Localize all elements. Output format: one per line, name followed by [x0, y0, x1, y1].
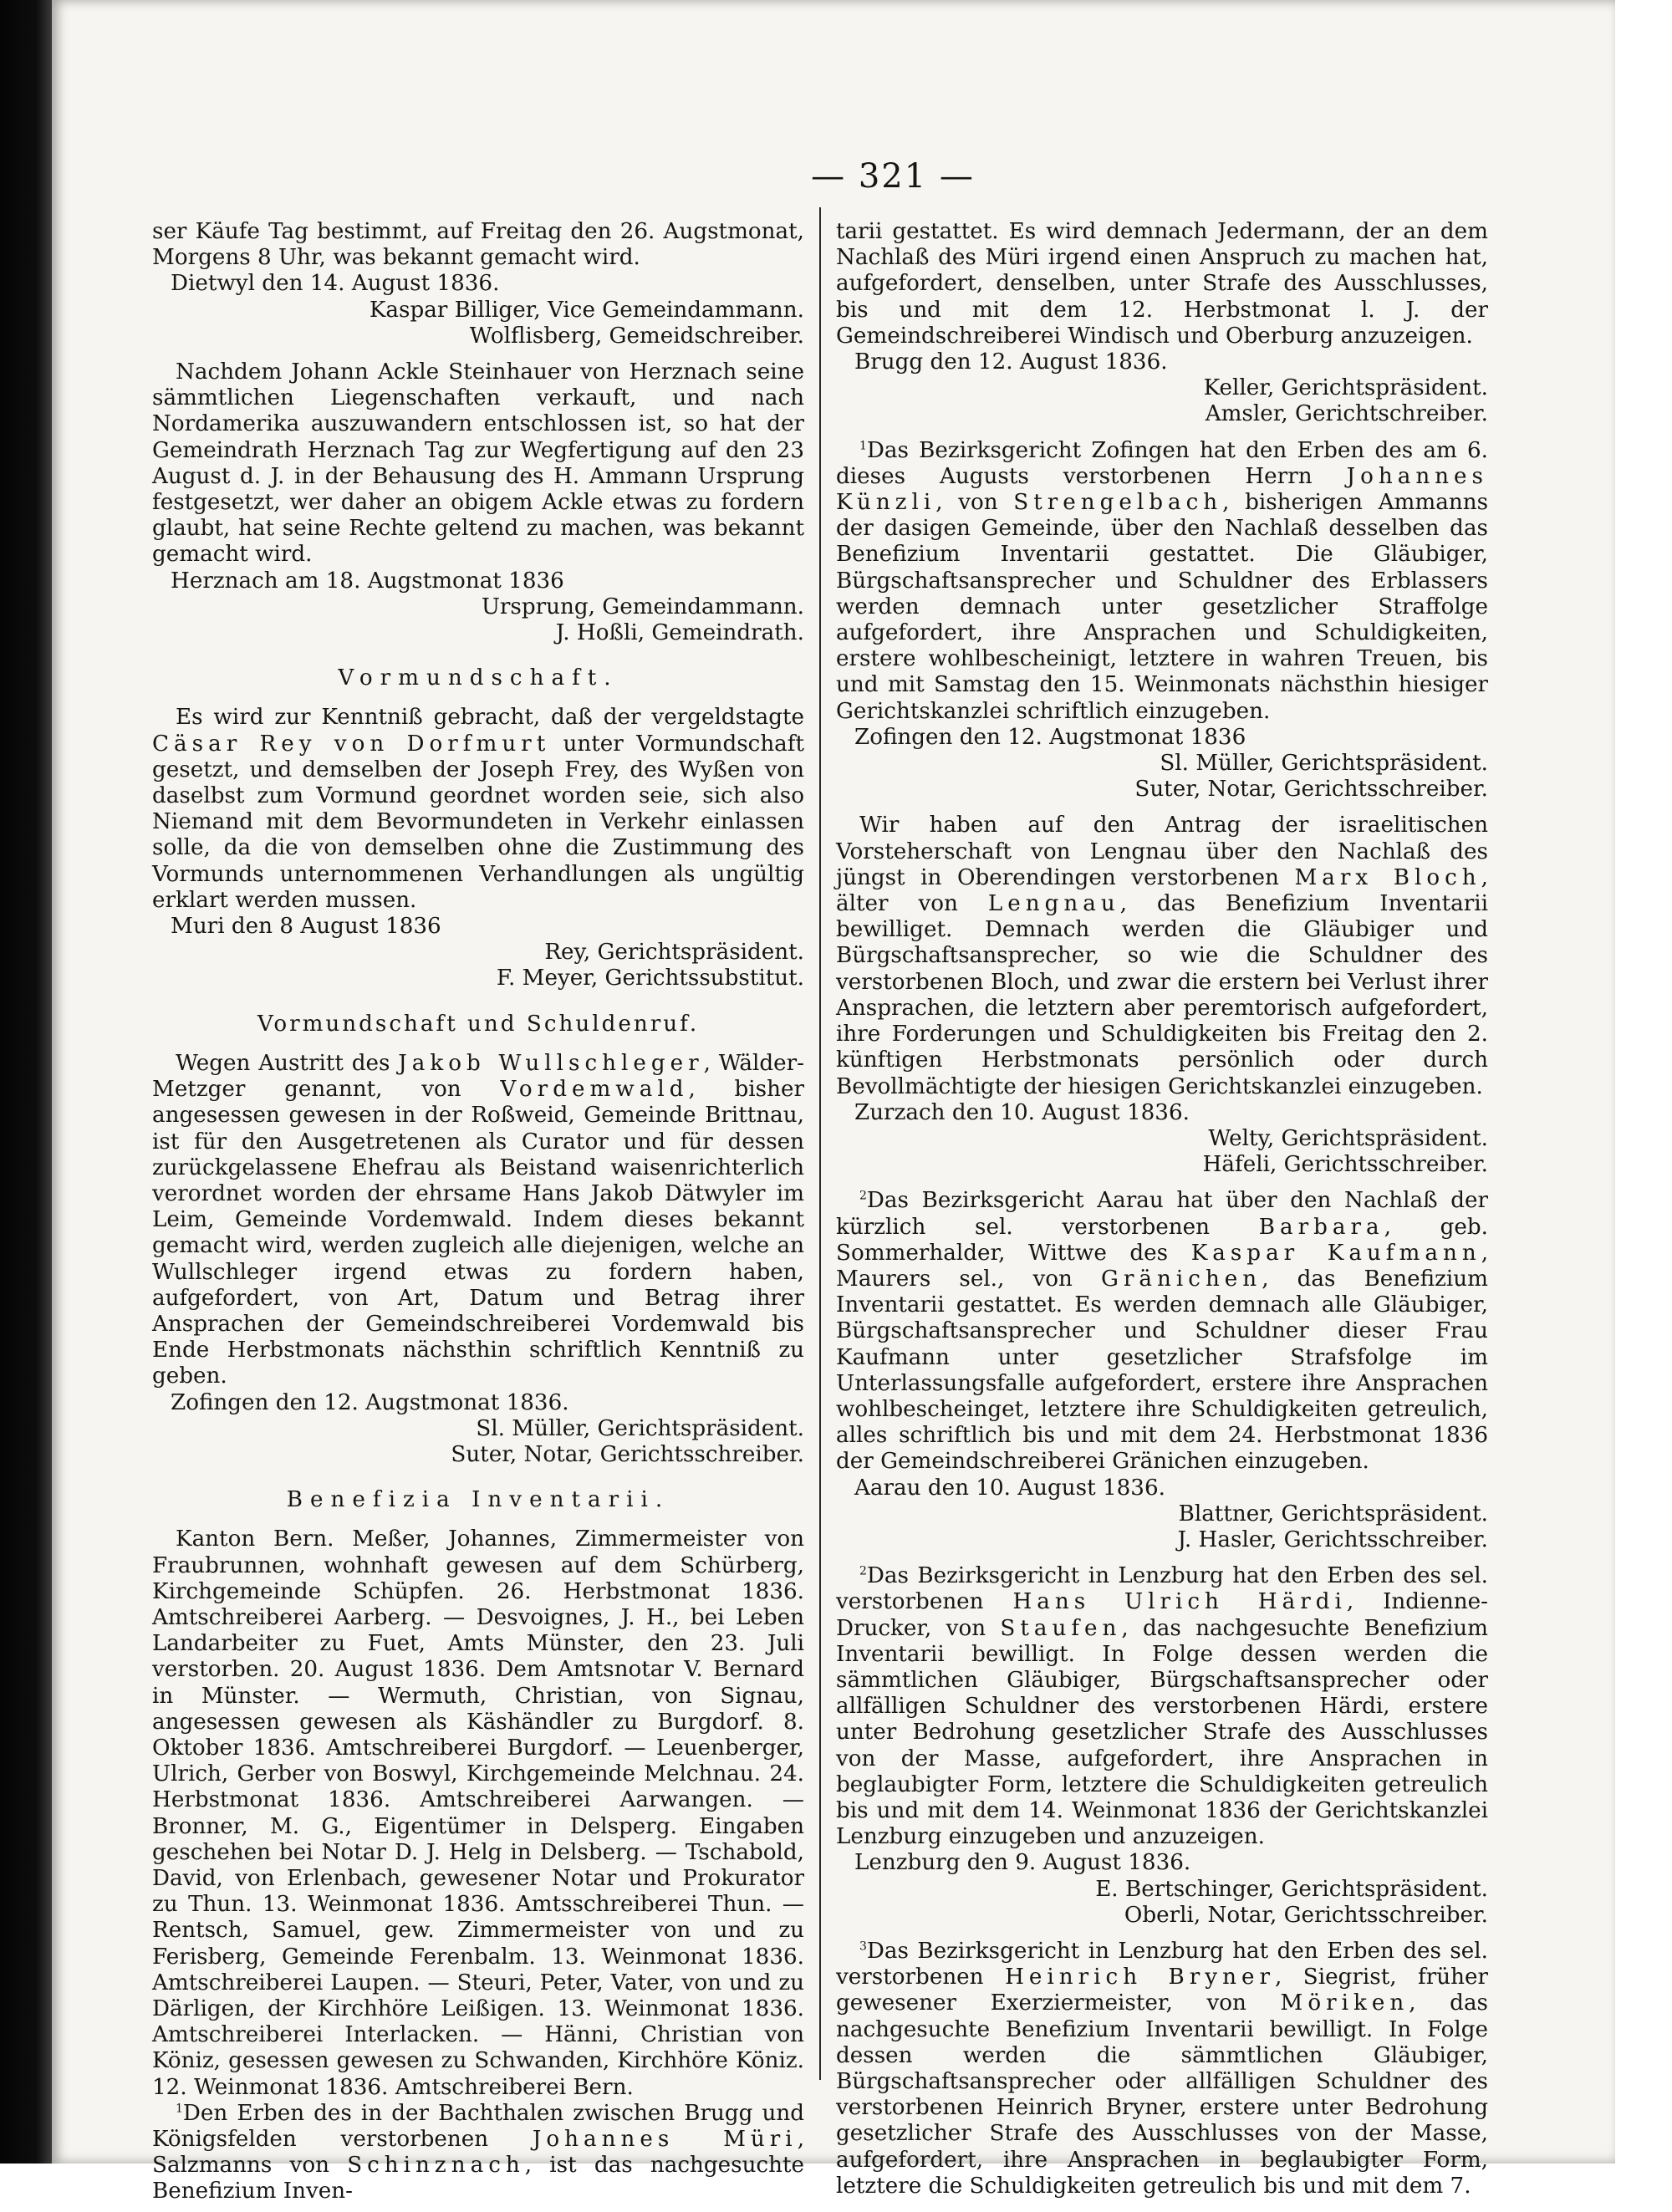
place-name: Vordemwald: [500, 1077, 689, 1103]
place-name: Schinznach: [347, 2153, 525, 2179]
notice-place-date: Zofingen den 12. Augstmonat 1836.: [171, 1389, 569, 1415]
person-name: Cäsar Rey von Dorfmurt: [152, 731, 551, 757]
person-name: Johannes Müri: [532, 2127, 798, 2153]
notice-herznach: [152, 359, 804, 646]
person-name: Barbara: [1258, 1214, 1384, 1240]
place-name: Gränichen: [1100, 1266, 1262, 1292]
person-name: Johannes Künzli: [836, 463, 1488, 516]
place-name: Strengelbach: [1013, 490, 1223, 516]
notice-lenzburg-bryner: [836, 1939, 1488, 2199]
person-name: Marx Bloch: [1294, 864, 1481, 890]
notice-place-date: Dietwyl den 14. August 1836.: [171, 271, 500, 297]
notice-signature: Ursprung, Gemeindammann.: [481, 594, 804, 619]
notice-signature: Amsler, Gerichtschreiber.: [1205, 401, 1488, 427]
notice-signature: J. Hasler, Gerichtsschreiber.: [1177, 1526, 1488, 1552]
notice-text: Kanton Bern. Meßer, Johannes, Zimmermeister von Fraubrunnen, wohnhaft gewesen auf dem Schürberg, Kirchgemeinde Schüpfen. 26. Herbstmonat 1836. Amtschreiberei Aarberg. — Desvoignes, J. H., bei Leben Landarbeiter zu Fuet, Amts Münster, den 23. Juli verstorben. 20. August 1836. Dem Amtsnotar V. Bernard in Münster. — Wermuth, Christian, von Signau, angesessen gewesen als Käshändler zu Burgdorf. 8. Oktober 1836. Amtschreiberei Burgdorf. — Leuenberger, Ulrich, Gerber von Boswyl, Kirchgemeinde Melchnau. 24. Herbstmonat 1836. Amtschreiberei Aarwangen. — Bronner, M. G., Eigentümer in Delsperg. Eingaben geschehen bei Notar D. J. Helg in Delsberg. — Tschabold, David, von Erlenbach, gewesener Notar und Prokurator zu Thun. 13. Weinmonat 1836. Amtsschreiberei Thun. — Rentsch, Samuel, gew. Zimmermeister von und zu Ferisberg, Gemeinde Ferenbalm. 13. Weinmonat 1836. Amtschreiberei Laupen. — Steuri, Peter, Vater, von und zu Därligen, der Kirchhöre Leißigen. 13. Weinmonat 1836. Amtschreiberei Interlacken. — Hänni, Christian von Köniz, gesessen gewesen zu Schwanden, Kirchhöre Köniz. 12. Weinmonat 1836. Amtschreiberei Bern.: [152, 1526, 804, 2100]
footnote-mark: 1: [859, 438, 867, 452]
notice-signature: J. Hoßli, Gemeindrath.: [555, 620, 804, 646]
left-column: [152, 219, 804, 2205]
notice-mueri: [152, 2101, 804, 2205]
notice-place-date: Lenzburg den 9. August 1836.: [854, 1850, 1191, 1876]
notice-text: $^1$Den Erben des in der Bachthalen zwischen Brugg und Königsfelden verstorbenen Johannes Müri, Salzmanns von Schinznach, ist das nachgesuchte Benefizium Inven-: [152, 2100, 805, 2204]
footnote-mark: 1: [176, 2102, 183, 2116]
notice-text: ser Käufe Tag bestimmt, auf Freitag den 26. Augstmonat, Morgens 8 Uhr, was bekannt gemacht wird.: [152, 219, 804, 271]
notice-signature: Sl. Müller, Gerichtspräsident.: [476, 1415, 804, 1441]
column-divider: [819, 207, 821, 2080]
notice-lenzburg-haerdi: [836, 1563, 1488, 1929]
footnote-mark: 2: [859, 1564, 867, 1578]
notice-signature: Welty, Gerichtspräsident.: [1208, 1125, 1488, 1151]
notice-zofingen-wullschleger: [152, 1051, 804, 1468]
notice-signature: Sl. Müller, Gerichtspräsident.: [1160, 751, 1488, 777]
notice-place-date: Brugg den 12. August 1836.: [854, 349, 1168, 375]
section-heading-vormundschaft: Vormundschaft.: [338, 665, 619, 691]
scan-binding-edge: [0, 0, 52, 2212]
footnote-mark: 2: [859, 1189, 867, 1203]
notice-dietwyl: [152, 219, 804, 349]
notice-text: Es wird zur Kenntniß gebracht, daß der vergeldstagte Cäsar Rey von Dorfmurt unter Vormundschaft gesetzt, und demselben der Joseph Frey, des Wyßen von daselbst zum Vormund geordnet worden seie, sich also Niemand mit dem Bevormundeten in Verkehr einlassen solle, da die von demselben ohne die Zustimmung des Vormunds unternommenen Verhandlungen als ungültig erklart werden mussen.: [152, 705, 805, 913]
notice-place-date: Muri den 8 August 1836: [171, 914, 441, 940]
notice-zurzach: [836, 813, 1488, 1178]
notice-muri: [152, 705, 804, 991]
notice-signature: Häfeli, Gerichtsschreiber.: [1202, 1152, 1488, 1178]
notice-signature: Oberli, Notar, Gerichtsschreiber.: [1124, 1902, 1488, 1928]
person-name: Kaspar Kaufmann: [1190, 1240, 1481, 1266]
notice-text: tarii gestattet. Es wird demnach Jedermann, der an dem Nachlaß des Müri irgend einen Anspruch zu machen hat, aufgefordert, denselben, unter Strafe des Ausschlusses, bis und mit dem 12. Herbstmonat l. J. der Gemeindschreiberei Windisch und Oberburg anzuzeigen.: [836, 219, 1488, 349]
notice-text: Wir haben auf den Antrag der israelitischen Vorsteherschaft von Lengnau über den Nachlaß des jüngst in Oberendingen verstorbenen Marx Bloch, älter von Lengnau, das Benefizium Inventarii bewilliget. Demnach werden die Gläubiger und Bürgschaftsansprecher, so wie die Schuldner des verstorbenen Bloch, und zwar die erstern bei Verlust ihrer Ansprachen, die letztern aber peremtorisch aufgefordert, ihre Forderungen und Schuldigkeiten bis Freitag den 2. künftigen Herbstmonats persönlich oder durch Bevollmächtigte der hiesigen Gerichtskanzlei einzugeben.: [836, 813, 1488, 1099]
notice-signature: Kaspar Billiger, Vice Gemeindammann.: [369, 297, 804, 323]
section-heading-schuldenruf: Vormundschaft und Schuldenruf.: [257, 1011, 700, 1037]
notice-kanton-bern: [152, 1526, 804, 2100]
notice-text: Wegen Austritt des Jakob Wullschleger, Wälder-Metzger genannt, von Vordemwald, bisher angesessen gewesen in der Roßweid, Gemeinde Brittnau, ist für den Ausgetretenen als Curator und für dessen zurückgelassene Ehefrau als Beistand waisenrichterlich verordnet worden der ehrsame Hans Jakob Dätwyler im Leim, Gemeinde Vordemwald. Indem dieses bekannt gemacht wird, werden zugleich alle diejenigen, welche an Wullschleger irgend etwas zu fordern haben, aufgefordert, von Art, Datum und Betrag ihrer Ansprachen der Gemeindschreiberei Vordemwald bis Ende Herbstmonats nächsthin schriftlich Kenntniß zu geben.: [152, 1050, 805, 1389]
place-name: Staufen: [1000, 1615, 1122, 1641]
notice-text: $^1$Das Bezirksgericht Zofingen hat den Erben des am 6. dieses Augusts verstorbenen Herrn Johannes Künzli, von Strengelbach, bisherigen Ammanns der dasigen Gemeinde, über den Nachlaß desselben das Benefizium Inventarii gestattet. Die Gläubiger, Bürgschaftsansprecher und Schuldner des Erblassers werden demnach unter gesetzlicher Straffolge aufgefordert, ihre Ansprachen und Schuldigkeiten, erstere wohlbescheinigt, letztere in wahren Treuen, bis und mit Samstag den 15. Weinmonats nächsthin hiesiger Gerichtskanzlei schriftlich einzugeben.: [836, 437, 1489, 724]
right-column: [836, 219, 1488, 2199]
notice-place-date: Zofingen den 12. Augstmonat 1836: [854, 724, 1246, 750]
notice-aarau: [836, 1188, 1488, 1553]
notice-brugg: [836, 219, 1488, 428]
notice-signature: Suter, Notar, Gerichtsschreiber.: [1134, 777, 1488, 803]
notice-place-date: Aarau den 10. August 1836.: [854, 1475, 1165, 1501]
notice-signature: E. Bertschinger, Gerichtspräsident.: [1095, 1876, 1488, 1902]
place-name: Möriken: [1280, 1990, 1409, 2016]
section-heading-benefizia: Benefizia Inventarii.: [286, 1487, 670, 1513]
notice-zofingen-kuenzli: [836, 438, 1488, 803]
notice-text: $^3$Das Bezirksgericht in Lenzburg hat den Erben des sel. verstorbenen Heinrich Bryner, Siegrist, früher gewesener Exerziermeister, von Möriken, das nachgesuchte Benefizium Inventarii bewilligt. In Folge dessen werden die sämmtlichen Gläubiger, Bürgschaftsansprecher oder allfälligen Schuldner des verstorbenen Heinrich Bryner, erstere unter Bedrohung gesetzlicher Strafe des Ausschlusses von der Masse, aufgefordert, ihre Ansprachen in beglaubigter Form, letztere die Schuldigkeiten getreulich bis und mit dem 7.: [836, 1939, 1489, 2199]
notice-place-date: Herznach am 18. Augstmonat 1836: [171, 568, 564, 594]
footnote-mark: 3: [859, 1939, 867, 1954]
person-name: Hans Ulrich Härdi: [1012, 1589, 1347, 1615]
notice-text: $^2$Das Bezirksgericht in Lenzburg hat den Erben des sel. verstorbenen Hans Ulrich Härdi, Indienne-Drucker, von Staufen, das nachgesuchte Benefizium Inventarii bewilligt. In Folge dessen werden die sämmtlichen Gläubiger, Bürgschaftsansprecher oder allfälligen Schuldner des verstorbenen Härdi, erstere unter Bedrohung gesetzlicher Strafe des Ausschlusses von der Masse, aufgefordert, ihre Ansprachen in beglaubigter Form, letztere die Schuldigkeiten getreulich bis und mit dem 14. Weinmonat 1836 der Gerichtskanzlei Lenzburg einzugeben und anzuzeigen.: [836, 1563, 1488, 1850]
notice-signature: Wolflisberg, Gemeidschreiber.: [469, 323, 804, 349]
page-number: — 321 —: [811, 157, 975, 196]
person-name: Heinrich Bryner: [1005, 1965, 1275, 1990]
notice-signature: F. Meyer, Gerichtssubstitut.: [496, 966, 804, 991]
notice-place-date: Zurzach den 10. August 1836.: [854, 1099, 1190, 1125]
place-name: Lengnau: [987, 891, 1120, 917]
notice-signature: Rey, Gerichtspräsident.: [544, 940, 804, 966]
notice-signature: Keller, Gerichtspräsident.: [1203, 375, 1488, 401]
notice-text: $^2$Das Bezirksgericht Aarau hat über den Nachlaß der kürzlich sel. verstorbenen Barbara, geb. Sommerhalder, Wittwe des Kaspar Kaufmann, Maurers sel., von Gränichen, das Benefizium Inventarii gestattet. Es werden demnach alle Gläubiger, Bürgschaftsansprecher und Schuldner dieser Frau Kaufmann unter gesetzlicher Strafsfolge im Unterlassungsfalle aufgefordert, erstere ihre Ansprachen wohlbescheinget, letztere ihre Schuldigkeiten getreulich, alles schriftlich bis und mit dem 24. Herbstmonat 1836 der Gemeindschreiberei Gränichen einzugeben.: [836, 1188, 1489, 1475]
person-name: Jakob Wullschleger: [398, 1050, 704, 1076]
notice-signature: Suter, Notar, Gerichtsschreiber.: [451, 1441, 804, 1467]
notice-signature: Blattner, Gerichtspräsident.: [1178, 1501, 1488, 1526]
notice-text: Nachdem Johann Ackle Steinhauer von Herznach seine sämmtlichen Liegenschaften verkauft, und nach Nordamerika auszuwandern entschlossen ist, so hat der Gemeindrath Herznach Tag zur Wegfertigung auf den 23 August d. J. in der Behausung des H. Ammann Ursprung festgesetzt, wer daher an obigem Ackle etwas zu fordern glaubt, hat seine Rechte geltend zu machen, was bekannt gemacht wird.: [152, 359, 804, 568]
newspaper-page: [52, 0, 1615, 2204]
